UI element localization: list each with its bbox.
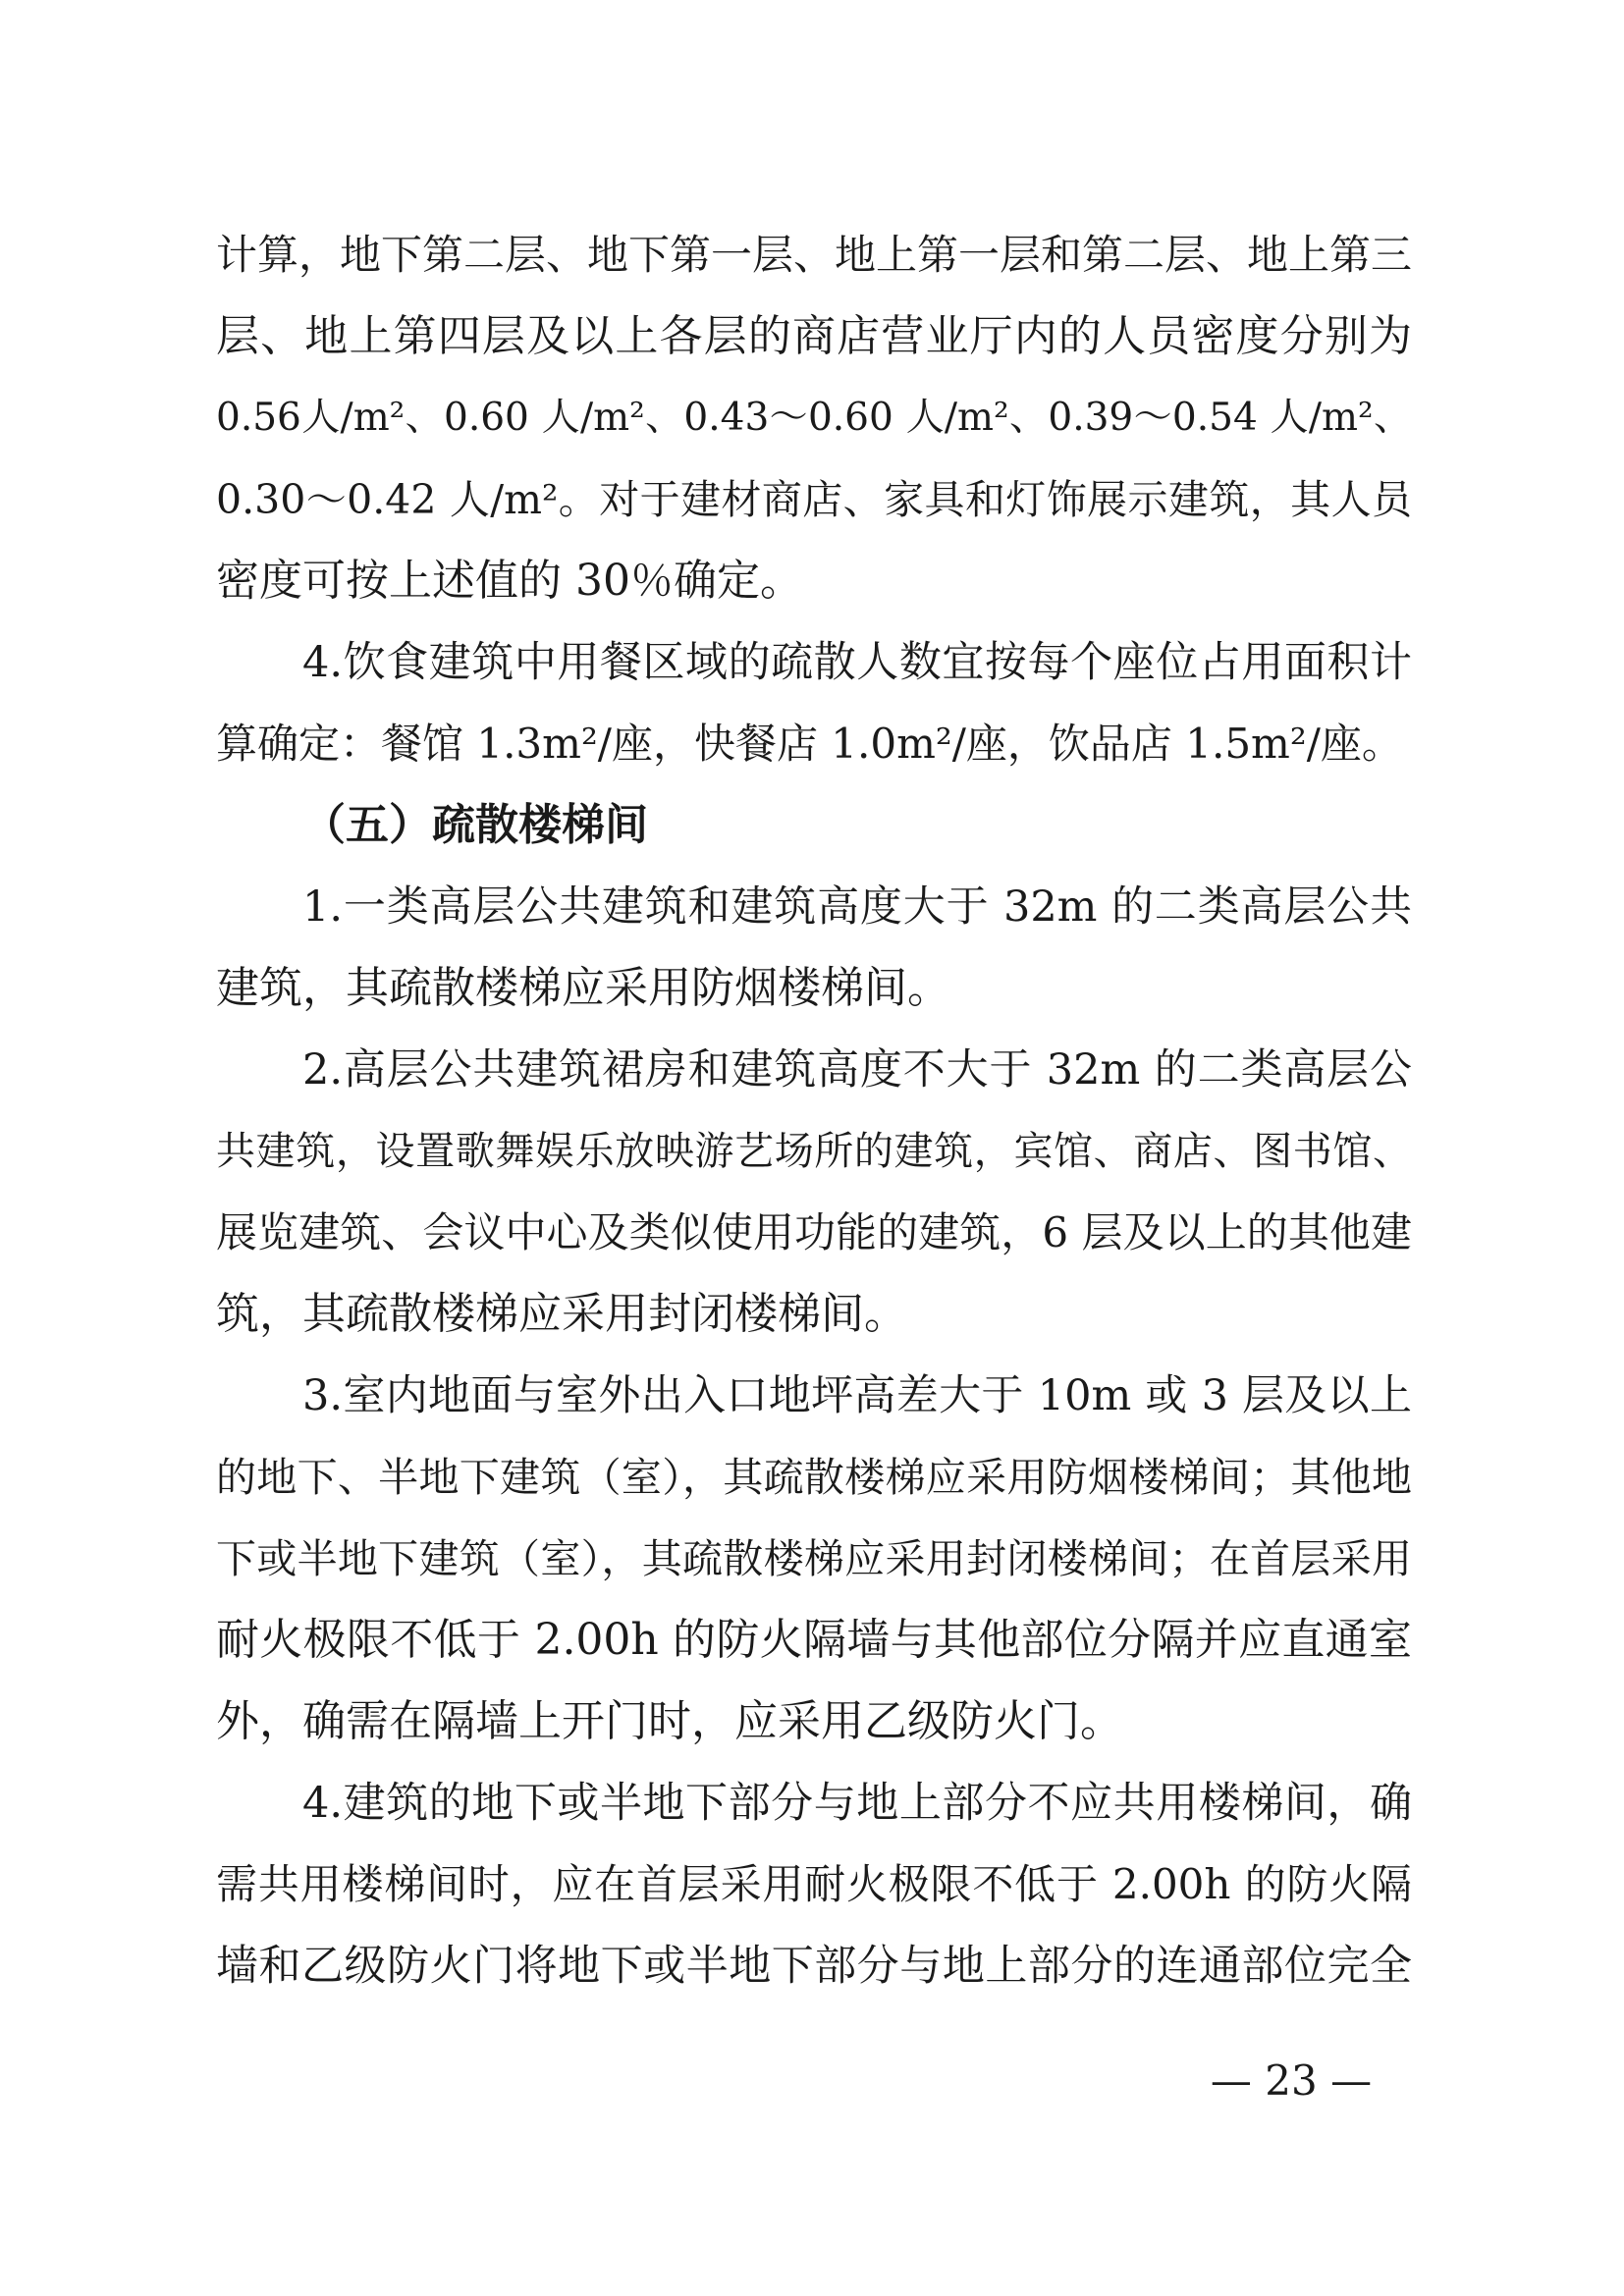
text-line: 4.饮食建筑中用餐区域的疏散人数宜按每个座位占用面积计	[302, 638, 1412, 687]
text-line: 密度可按上述值的 30％确定。	[216, 556, 803, 606]
text-line: 的地下、半地下建筑（室），其疏散楼梯应采用防烟楼梯间；其他地	[216, 1454, 1412, 1501]
text-line: 墙和乙级防火门将地下或半地下部分与地上部分的连通部位完全	[216, 1942, 1412, 1991]
text-line: 共建筑，设置歌舞娱乐放映游艺场所的建筑，宾馆、商店、图书馆、	[216, 1129, 1412, 1174]
text-line: 外，确需在隔墙上开门时，应采用乙级防火门。	[216, 1696, 1123, 1746]
text-line: 算确定：餐馆 1.3m²/座，快餐店 1.0m²/座，饮品店 1.5m²/座。	[216, 720, 1403, 768]
section-heading: （五）疏散楼梯间	[302, 800, 648, 850]
text-line: 1.一类高层公共建筑和建筑高度大于 32m 的二类高层公共	[302, 882, 1412, 932]
text-line: 耐火极限不低于 2.00h 的防火隔墙与其他部位分隔并应直通室	[216, 1615, 1412, 1665]
text-line: 3.室内地面与室外出入口地坪高差大于 10m 或 3 层及以上	[302, 1371, 1412, 1420]
text-line: 筑，其疏散楼梯应采用封闭楼梯间。	[216, 1289, 907, 1339]
text-line: 0.56人/m²、0.60 人/m²、0.43～0.60 人/m²、0.39～0.54 人/m²、	[216, 396, 1412, 440]
text-line: 4.建筑的地下或半地下部分与地上部分不应共用楼梯间，确	[302, 1779, 1412, 1828]
text-line: 下或半地下建筑（室），其疏散楼梯应采用封闭楼梯间；在首层采用	[216, 1535, 1412, 1582]
text-line: 0.30～0.42 人/m²。对于建材商店、家具和灯饰展示建筑，其人员	[216, 476, 1412, 523]
text-line: 需共用楼梯间时，应在首层采用耐火极限不低于 2.00h 的防火隔	[216, 1860, 1412, 1908]
page-number: — 23 —	[1210, 2056, 1373, 2105]
text-line: 建筑，其疏散楼梯应采用防烟楼梯间。	[216, 963, 950, 1013]
text-line: 展览建筑、会议中心及类似使用功能的建筑，6 层及以上的其他建	[216, 1208, 1412, 1256]
text-line: 计算，地下第二层、地下第一层、地上第一层和第二层、地上第三	[216, 231, 1413, 279]
text-line: 2.高层公共建筑裙房和建筑高度不大于 32m 的二类高层公	[302, 1045, 1412, 1095]
text-line: 层、地上第四层及以上各层的商店营业厅内的人员密度分别为	[216, 311, 1412, 361]
